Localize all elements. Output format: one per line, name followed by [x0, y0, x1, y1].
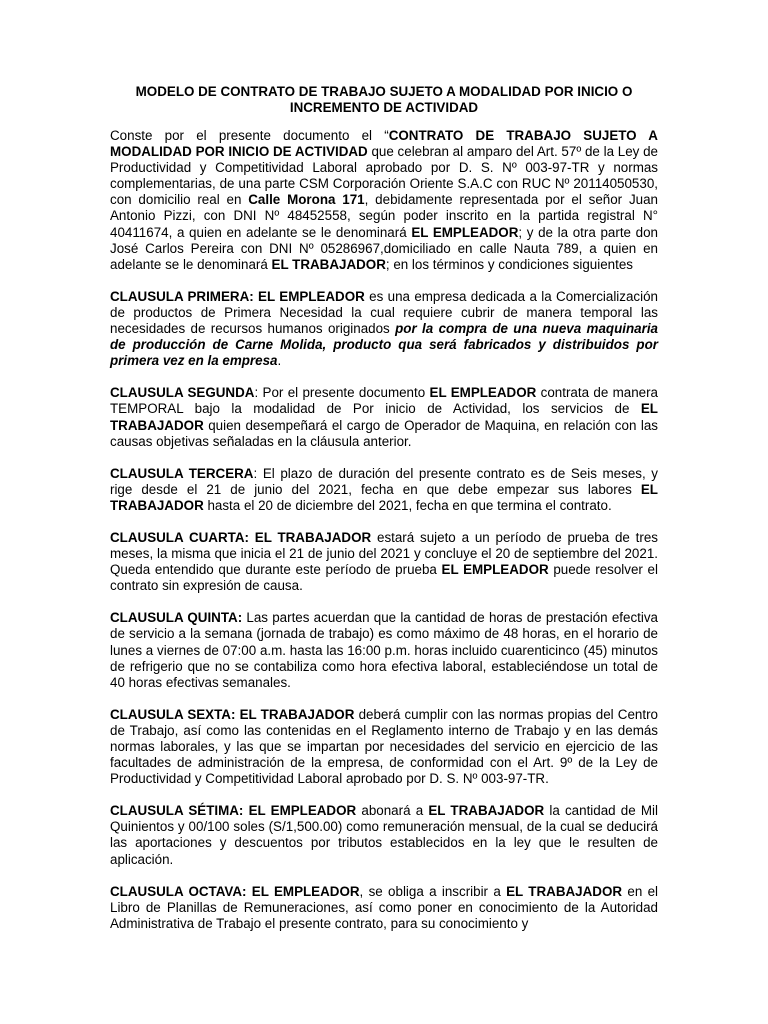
- text-run: Calle Morona 171: [248, 192, 365, 208]
- document-page: [110, 84, 658, 948]
- text-run: , se obliga a inscribir a: [359, 883, 507, 899]
- text-run: CONTRATO DE TRABAJO SUJETO A MODALIDAD POR INICIO DE ACTIVIDAD: [110, 128, 658, 160]
- text-run: estará sujeto a un período de prueba de tres meses, la misma que inicia el 21 de junio del 2021 y concluye el 20 de septiembre del 2021. Queda entendido que durante este período de prueba: [110, 529, 659, 578]
- text-run: CLAUSULA SEXTA: EL TRABAJADOR: [110, 706, 355, 722]
- text-run: contrata de manera TEMPORAL bajo la modalidad de Por inicio de Actividad, los servicios de: [110, 385, 659, 417]
- contract-clause: [110, 385, 658, 449]
- contract-clause: [110, 610, 658, 690]
- contract-clause: [110, 803, 658, 867]
- contract-clause: [110, 884, 658, 932]
- text-run: .: [277, 353, 282, 369]
- text-run: CLAUSULA SÉTIMA: EL EMPLEADOR: [110, 803, 357, 819]
- text-run: que celebran al amparo del Art. 57º de la Ley de Productividad y Competitividad Laboral aprobado por D. S. Nº 003-97-TR y normas complementarias, de una parte CSM Corporación Oriente S.A.C con RUC Nº 20114050530, con domicilio real en: [110, 144, 658, 208]
- text-run: es una empresa dedicada a la Comercialización de productos de Primera Necesidad la cual requiere cubrir de manera temporal las necesidades de recursos humanos originados: [110, 288, 658, 337]
- text-run: , debidamente representada por el señor Juan Antonio Pizzi, con DNI Nº 48452558, según poder inscrito en la partida registral N° 40411674, a quien en adelante se le denominará: [110, 192, 658, 240]
- text-run: ; y de la otra parte don José Carlos Pereira con DNI Nº 05286967,domiciliado en calle Nauta 789, a quien en adelante se le denominará: [110, 224, 658, 272]
- text-run: CLAUSULA SEGUNDA: [110, 385, 255, 401]
- contract-clause: [110, 530, 658, 594]
- text-run: por la compra de una nueva maquinaria de producción de Carne Molida, producto qua será fabricados y distribuidos por primera vez en la empresa: [110, 321, 658, 369]
- text-run: EL TRABAJADOR: [428, 803, 545, 819]
- text-run: EL TRABAJADOR: [271, 256, 386, 272]
- contract-clause: [110, 466, 658, 514]
- text-run: puede resolver el contrato sin expresión de causa.: [110, 562, 658, 594]
- text-run: EL EMPLEADOR: [429, 385, 537, 401]
- text-run: ; en los términos y condiciones siguientes: [385, 256, 633, 272]
- text-run: EL EMPLEADOR: [441, 562, 549, 578]
- text-run: EL EMPLEADOR: [411, 224, 519, 240]
- text-run: abonará a: [356, 803, 429, 819]
- text-run: deberá cumplir con las normas propias del Centro de Trabajo, así como las contenidas en el Reglamento interno de Trabajo y en las demás normas laborales, y las que se impartan por necesidades del servicio en ejercicio de las facultades de administración de la empresa, de conformidad con el Art. 9º de la Ley de Productividad y Competitividad Laboral aprobado por D. S. Nº 003-97-TR.: [110, 706, 658, 787]
- text-run: quien desempeñará el cargo de Operador de Maquina, en relación con las causas objetivas señaladas en la cláusula anterior.: [110, 417, 658, 449]
- text-run: CLAUSULA OCTAVA: EL EMPLEADOR: [110, 883, 360, 899]
- document-body: [110, 128, 658, 932]
- text-run: CLAUSULA PRIMERA: EL EMPLEADOR: [110, 288, 365, 304]
- contract-clause: [110, 707, 658, 787]
- text-run: : El plazo de duración del presente contrato es de Seis meses, y rige desde el 21 de junio del 2021, fecha en que debe empezar sus labores: [110, 465, 658, 497]
- text-run: Las partes acuerdan que la cantidad de horas de prestación efectiva de servicio a la semana (jornada de trabajo) es como máximo de 48 horas, en el horario de lunes a viernes de 07:00 a.m. hasta las 16:00 p.m. horas incluido cuarenticinco (45) minutos de refrigerio que no se contabiliza como hora efectiva laboral, estableciéndose un total de 40 horas efectivas semanales.: [110, 610, 658, 690]
- text-run: en el Libro de Planillas de Remuneraciones, así como poner en conocimiento de la Autoridad Administrativa de Trabajo el presente contrato, para su conocimiento y: [110, 883, 659, 931]
- text-run: CLAUSULA CUARTA: EL TRABAJADOR: [110, 529, 372, 545]
- document-title: MODELO DE CONTRATO DE TRABAJO SUJETO A MODALIDAD POR INICIO O INCREMENTO DE ACTIVIDAD: [135, 84, 633, 115]
- text-run: EL TRABAJADOR: [110, 401, 658, 433]
- contract-preamble: [110, 128, 658, 273]
- text-run: CLAUSULA QUINTA:: [110, 610, 243, 626]
- text-run: la cantidad de Mil Quinientos y 00/100 soles (S/1,500.00) como remuneración mensual, de la cual se deducirá las aportaciones y descuentos por tributos establecidos en la ley que le resulten de aplicación.: [110, 803, 658, 867]
- text-run: Conste por el presente documento el “: [110, 128, 389, 143]
- contract-clause: [110, 289, 658, 369]
- text-run: EL TRABAJADOR: [110, 481, 658, 513]
- text-run: hasta el 20 de diciembre del 2021, fecha en que termina el contrato.: [203, 497, 612, 513]
- text-run: : Por el presente documento: [254, 385, 430, 401]
- text-run: CLAUSULA TERCERA: [110, 465, 254, 481]
- text-run: EL TRABAJADOR: [506, 883, 623, 899]
